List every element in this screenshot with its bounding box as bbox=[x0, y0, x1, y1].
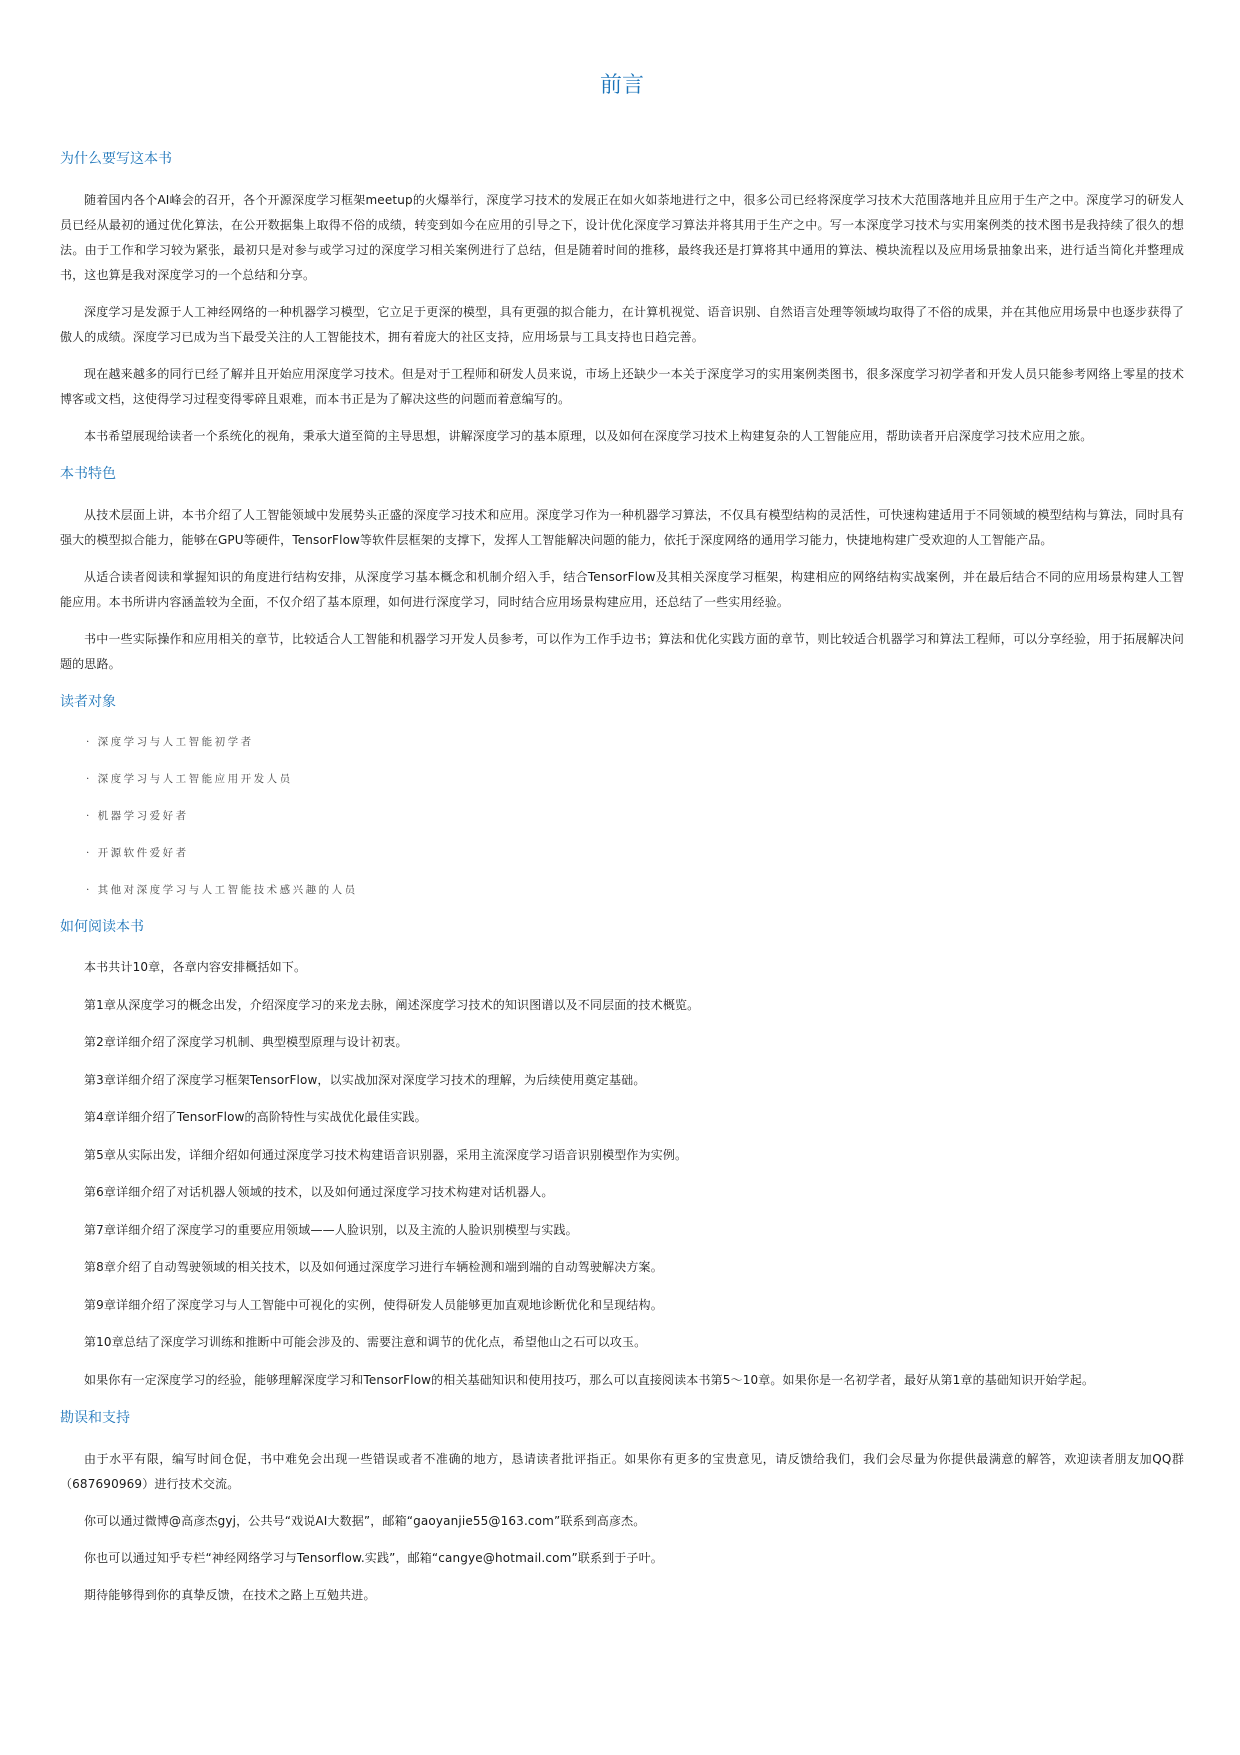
section-features bbox=[60, 464, 1184, 677]
chapter-summary-line: 第8章介绍了自动驾驶领域的相关技术，以及如何通过深度学习进行车辆检测和端到端的自动驾驶解决方案。 bbox=[84, 1260, 663, 1274]
reader-list-item: · 机器学习爱好者 bbox=[86, 810, 189, 822]
paragraph: 现在越来越多的同行已经了解并且开始应用深度学习技术。但是对于工程师和研发人员来说，市场上还缺少一本关于深度学习的实用案例类图书，很多深度学习初学者和开发人员只能参考网络上零星的技术博客或文档，这使得学习过程变得零碎且艰难，而本书正是为了解决这些的问题而着意编写的。 bbox=[60, 367, 1184, 406]
chapter-summary-line: 如果你有一定深度学习的经验，能够理解深度学习和TensorFlow的相关基础知识和使用技巧，那么可以直接阅读本书第5～10章。如果你是一名初学者，最好从第1章的基础知识开始学起。 bbox=[84, 1372, 1095, 1387]
section-heading: 为什么要写这本书 bbox=[60, 151, 172, 167]
chapter-summary-line: 第5章从实际出发，详细介绍如何通过深度学习技术构建语音识别器，采用主流深度学习语音识别模型作为实例。 bbox=[84, 1147, 688, 1162]
paragraph: 随着国内各个AI峰会的召开，各个开源深度学习框架meetup的火爆举行，深度学习技术的发展正在如火如荼地进行之中，很多公司已经将深度学习技术大范围落地并且应用于生产之中。深度学习的研发人员已经从最初的通过优化算法，在公开数据集上取得不俗的成绩，转变到如今在应用的引导之下，设计优化深度学习算法并将其用于生产之中。写一本深度学习技术与实用案例类的技术图书是我持续了很久的想法。由于工作和学习较为紧张，最初只是对参与或学习过的深度学习相关案例进行了总结，但是随着时间的推移，最终我还是打算将其中通用的算法、模块流程以及应用场景抽象出来，进行适当简化并整理成书，这也算是我对深度学习的一个总结和分享。 bbox=[60, 193, 1184, 282]
section-heading: 勘误和支持 bbox=[60, 1409, 130, 1426]
chapter-summary-line: 第3章详细介绍了深度学习框架TensorFlow，以实战加深对深度学习技术的理解，为后续使用奠定基础。 bbox=[84, 1072, 646, 1087]
paragraph: 由于水平有限，编写时间仓促，书中难免会出现一些错误或者不准确的地方，恳请读者批评指正。如果你有更多的宝贵意见，请反馈给我们，我们会尽量为你提供最满意的解答，欢迎读者朋友加QQ群（687690969）进行技术交流。 bbox=[60, 1451, 1184, 1491]
section-heading: 读者对象 bbox=[60, 694, 116, 710]
chapter-summary-line: 第1章从深度学习的概念出发，介绍深度学习的来龙去脉，阐述深度学习技术的知识图谱以及不同层面的技术概览。 bbox=[84, 997, 700, 1012]
section-readers bbox=[60, 692, 1184, 900]
chapter-summary-line: 本书共计10章，各章内容安排概括如下。 bbox=[84, 960, 307, 974]
reader-list-item: · 深度学习与人工智能初学者 bbox=[86, 736, 254, 748]
paragraph: 书中一些实际操作和应用相关的章节，比较适合人工智能和机器学习开发人员参考，可以作为工作手边书；算法和优化实践方面的章节，则比较适合机器学习和算法工程师，可以分享经验，用于拓展解决问题的思路。 bbox=[60, 632, 1184, 671]
document-page bbox=[60, 0, 1184, 1608]
paragraph: 本书希望展现给读者一个系统化的视角，秉承大道至简的主导思想，讲解深度学习的基本原理，以及如何在深度学习技术上构建复杂的人工智能应用，帮助读者开启深度学习技术应用之旅。 bbox=[84, 429, 1093, 443]
chapter-summary-line: 第9章详细介绍了深度学习与人工智能中可视化的实例，使得研发人员能够更加直观地诊断优化和呈现结构。 bbox=[84, 1297, 663, 1312]
paragraph: 从技术层面上讲，本书介绍了人工智能领域中发展势头正盛的深度学习技术和应用。深度学习作为一种机器学习算法，不仅具有模型结构的灵活性，可快速构建适用于不同领域的模型结构与算法，同时具有强大的模型拟合能力，能够在GPU等硬件，TensorFlow等软件层框架的支撑下，发挥人工智能解决问题的能力，依托于深度网络的通用学习能力，快捷地构建广受欢迎的人工智能产品。 bbox=[60, 508, 1184, 547]
chapter-summary-line: 第6章详细介绍了对话机器人领域的技术，以及如何通过深度学习技术构建对话机器人。 bbox=[84, 1185, 554, 1199]
chapter-summary-line: 第4章详细介绍了TensorFlow的高阶特性与实战优化最佳实践。 bbox=[84, 1110, 427, 1124]
section-heading: 如何阅读本书 bbox=[60, 919, 144, 935]
contact-line-gao: 你可以通过微博@高彦杰gyj，公共号“戏说AI大数据”，邮箱“gaoyanjie55@163.com”联系到高彦杰。 bbox=[84, 1513, 646, 1528]
chapter-summary-line: 第7章详细介绍了深度学习的重要应用领域——人脸识别，以及主流的人脸识别模型与实践。 bbox=[84, 1222, 578, 1237]
closing-line: 期待能够得到你的真挚反馈，在技术之路上互勉共进。 bbox=[84, 1587, 376, 1602]
chapter-summary-line: 第10章总结了深度学习训练和推断中可能会涉及的、需要注意和调节的优化点，希望他山之石可以攻玉。 bbox=[84, 1335, 647, 1349]
contact-line-yu: 你也可以通过知乎专栏“神经网络学习与Tensorflow.实践”，邮箱“cangye@hotmail.com”联系到于子叶。 bbox=[84, 1550, 663, 1565]
reader-list-item: · 深度学习与人工智能应用开发人员 bbox=[86, 773, 293, 785]
paragraph: 深度学习是发源于人工神经网络的一种机器学习模型，它立足于更深的模型，具有更强的拟合能力，在计算机视觉、语音识别、自然语言处理等领域均取得了不俗的成果，并在其他应用场景中也逐步获得了傲人的成绩。深度学习已成为当下最受关注的人工智能技术，拥有着庞大的社区支持，应用场景与工具支持也日趋完善。 bbox=[60, 305, 1184, 344]
reader-list-item: · 开源软件爱好者 bbox=[86, 847, 189, 859]
chapter-summary-line: 第2章详细介绍了深度学习机制、典型模型原理与设计初衷。 bbox=[84, 1035, 408, 1049]
section-heading: 本书特色 bbox=[60, 466, 116, 482]
section-errata-support bbox=[60, 1408, 1184, 1608]
page-title: 前言 bbox=[599, 73, 644, 98]
paragraph: 从适合读者阅读和掌握知识的角度进行结构安排，从深度学习基本概念和机制介绍入手，结合TensorFlow及其相关深度学习框架，构建相应的网络结构实战案例，并在最后结合不同的应用场景构建人工智能应用。本书所讲内容涵盖较为全面，不仅介绍了基本原理，如何进行深度学习，同时结合应用场景构建应用，还总结了一些实用经验。 bbox=[60, 570, 1184, 609]
reader-list-item: · 其他对深度学习与人工智能技术感兴趣的人员 bbox=[86, 884, 358, 896]
section-why-write bbox=[60, 149, 1184, 449]
section-how-to-read bbox=[60, 917, 1184, 1393]
